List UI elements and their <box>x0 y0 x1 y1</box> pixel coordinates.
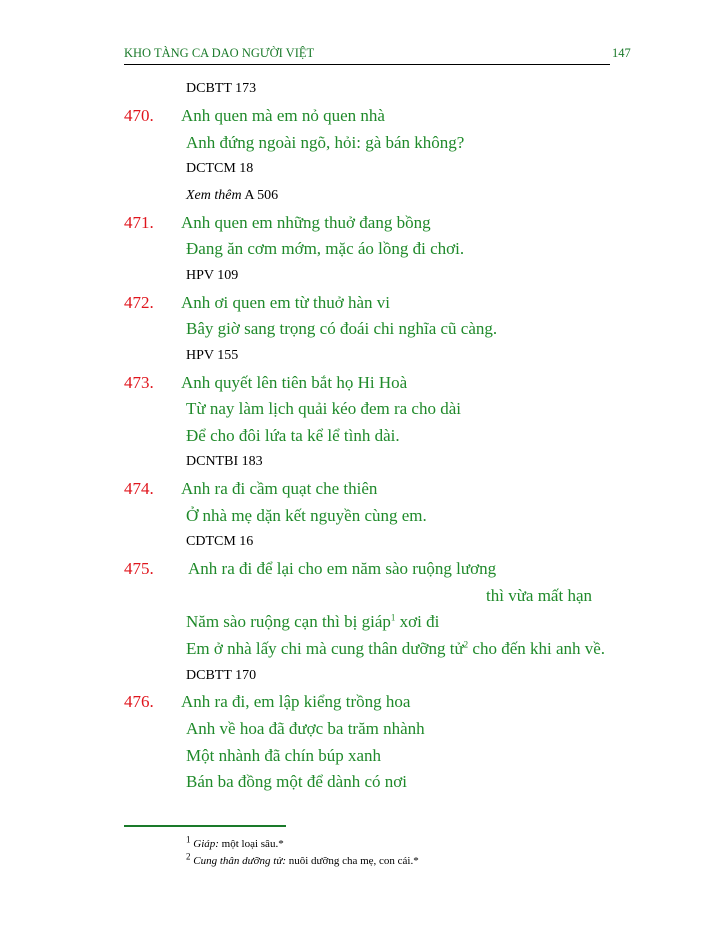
verse-line: Anh quen em những thuở đang bồng <box>181 213 431 232</box>
source-ref: DCBTT 173 <box>186 81 257 96</box>
verse-line: Anh quen mà em nỏ quen nhà <box>181 106 385 125</box>
cross-ref-target: A 506 <box>241 188 279 203</box>
verse-line <box>186 612 439 632</box>
footnote-marker: 1 <box>390 612 396 623</box>
source-ref: CDTCM 16 <box>186 534 254 549</box>
verse-line: Bây giờ sang trọng có đoái chi nghĩa cũ càng. <box>186 319 498 338</box>
page-number: 147 <box>612 46 631 60</box>
header-title: KHO TÀNG CA DAO NGƯỜI VIỆT <box>124 46 315 60</box>
verse-text: Năm sào ruộng cạn thì bị giáp <box>186 612 391 631</box>
verse-line: Anh ơi quen em từ thuở hàn vi <box>181 293 390 312</box>
entry-number: 475. <box>124 559 154 578</box>
entry-number: 474. <box>124 479 154 498</box>
verse-line: Anh về hoa đã được ba trăm nhành <box>186 719 425 738</box>
footnote-mark: 2 <box>186 851 191 862</box>
verse-text: Em ở nhà lấy chi mà cung thân dưỡng tử <box>186 639 464 658</box>
entry-number: 476. <box>124 692 154 711</box>
cross-reference <box>186 188 278 204</box>
cross-ref-label: Xem thêm <box>186 188 242 203</box>
verse-text: cho đến khi anh về. <box>468 639 606 658</box>
verse-line: Anh quyết lên tiên bắt họ Hi Hoà <box>181 373 408 392</box>
verse-line: Anh ra đi để lại cho em năm sào ruộng lương <box>188 559 497 578</box>
footnote-term: Cung thân dưỡng tử: <box>193 855 286 867</box>
verse-line: Một nhành đã chín búp xanh <box>186 746 381 765</box>
verse-line <box>186 639 605 659</box>
entry-number: 472. <box>124 293 154 312</box>
verse-line: Ở nhà mẹ dặn kết nguyền cùng em. <box>186 506 427 525</box>
verse-line: Anh ra đi cầm quạt che thiên <box>181 479 378 498</box>
verse-line-continuation: thì vừa mất hạn <box>486 586 592 605</box>
source-ref: HPV 155 <box>186 348 239 363</box>
source-ref: HPV 109 <box>186 268 239 283</box>
entry-number: 471. <box>124 213 154 232</box>
verse-line: Anh ra đi, em lập kiểng trồng hoa <box>181 692 411 711</box>
footnote-text: nuôi dưỡng cha mẹ, con cái.* <box>285 855 419 867</box>
verse-line: Từ nay làm lịch quải kéo đem ra cho dài <box>186 399 461 418</box>
source-ref: DCBTT 170 <box>186 668 257 683</box>
running-header <box>124 44 631 65</box>
footnote-1 <box>186 834 284 850</box>
verse-line: Để cho đôi lứa ta kể lể tình dài. <box>186 426 400 445</box>
footnote-text: một loại sâu.* <box>218 838 284 850</box>
verse-text: xơi đi <box>395 612 440 631</box>
verse-line: Bán ba đồng một để dành có nơi <box>186 772 407 791</box>
entry-number: 470. <box>124 106 154 125</box>
verse-line: Anh đứng ngoài ngõ, hỏi: gà bán không? <box>186 133 465 152</box>
footnote-mark: 1 <box>186 834 191 845</box>
footnote-marker: 2 <box>463 639 469 650</box>
footnote-term: Giáp: <box>193 838 219 850</box>
footnote-separator <box>124 825 286 827</box>
source-ref: DCTCM 18 <box>186 161 254 176</box>
entry-number: 473. <box>124 373 154 392</box>
verse-line: Đang ăn cơm mớm, mặc áo lồng đi chơi. <box>186 239 465 258</box>
footnote-2 <box>186 851 419 867</box>
source-ref: DCNTBI 183 <box>186 454 263 469</box>
